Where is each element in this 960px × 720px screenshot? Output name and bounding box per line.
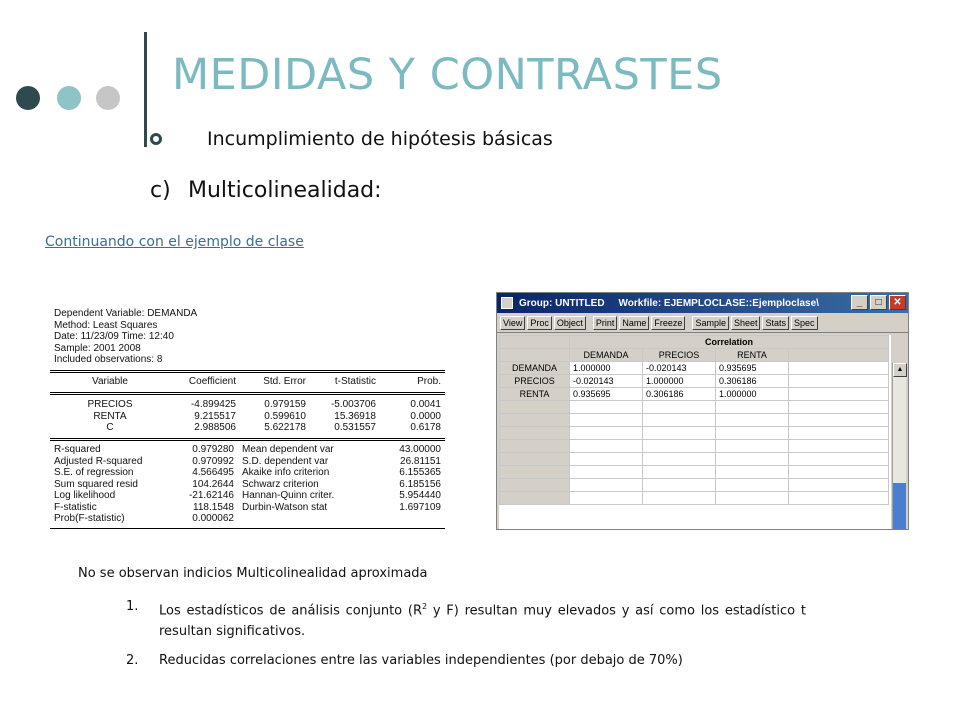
close-button[interactable]: ✕ [889,295,906,310]
cell: F-statistic [54,501,97,513]
table-row [50,502,445,514]
cell: Prob(F-statistic) [54,513,125,524]
freeze-button[interactable]: Freeze [651,316,685,330]
row-header [500,492,570,505]
cell: 0.531557 [334,422,376,433]
row-header[interactable]: PRECIOS [500,375,570,388]
cell: Hannan-Quinn criter. [242,490,335,501]
cell: -21.62146 [188,490,234,501]
table-row[interactable] [500,362,889,375]
cell[interactable]: 0.306186 [643,388,716,401]
cell[interactable] [570,466,643,479]
window-titlebar[interactable] [497,293,908,313]
list-number: 2. [126,653,139,669]
table-row[interactable] [500,375,889,388]
app-icon [501,297,513,309]
cell[interactable] [789,453,889,466]
row-header [500,479,570,492]
cell: Log likelihood [54,490,116,501]
table-row [50,467,445,479]
coef-table [50,399,445,434]
cell[interactable] [789,492,889,505]
rule [50,438,445,441]
reg-header-line: Sample: 2001 2008 [54,342,141,354]
cell[interactable] [643,466,716,479]
cell: PRECIOS [87,399,133,410]
cell: 6.185156 [399,478,441,490]
bullet-text: Incumplimiento de hipótesis básicas [207,128,553,150]
row-header [500,401,570,414]
scroll-thumb[interactable] [893,483,906,529]
rule [50,370,445,373]
cell: 118.1548 [193,501,234,513]
cell: 4.566495 [192,467,234,478]
reg-header-line: Included observations: 8 [54,354,163,365]
cell: RENTA [93,410,127,422]
observation-note: No se observan indicios Multicolinealidad aproximada [78,566,428,581]
cell: 5.954440 [399,490,441,501]
cell[interactable] [716,427,789,440]
object-button[interactable]: Object [554,316,586,330]
cell[interactable] [789,401,889,414]
cell[interactable] [716,440,789,453]
cell[interactable]: 1.000000 [643,375,716,388]
cell[interactable] [570,401,643,414]
cell[interactable]: -0.020143 [643,362,716,375]
col-header: Variable [92,376,128,387]
cell[interactable] [570,492,643,505]
row-header [500,427,570,440]
table-row [50,456,445,468]
reg-header-line: Method: Least Squares [54,319,158,331]
grid-corner [500,349,570,362]
cell[interactable]: 0.935695 [716,362,789,375]
cell[interactable] [716,453,789,466]
table-row [50,422,445,434]
cell[interactable] [716,466,789,479]
cell[interactable] [643,427,716,440]
print-button[interactable]: Print [593,316,618,330]
col-header: Prob. [417,376,441,387]
subheading-text: Multicolinealidad: [188,178,382,203]
cell[interactable] [643,492,716,505]
cell: 15.36918 [334,410,376,422]
cell: 0.979159 [264,399,306,410]
dark-dot-decoration [16,86,40,110]
cell: 0.979280 [192,444,234,455]
cell: 0.0041 [410,399,441,410]
col-header: Std. Error [263,376,306,387]
vertical-scrollbar[interactable] [892,363,906,529]
cell: 5.622178 [264,422,306,433]
cell: 0.6178 [410,422,441,433]
proc-button[interactable]: Proc [527,316,552,330]
correlation-grid[interactable] [499,335,891,529]
cell: Akaike info criterion [242,467,330,478]
slide-title: MEDIDAS Y CONTRASTES [172,50,723,100]
cell: -5.003706 [330,399,376,410]
example-link[interactable]: Continuando con el ejemplo de clase [45,234,304,250]
cell [380,513,445,525]
teal-dot-decoration [57,86,81,110]
cell[interactable] [789,479,889,492]
column-header[interactable]: PRECIOS [643,349,716,362]
window-title-group: Group: UNTITLED [519,297,605,309]
cell: S.D. dependent var [242,455,329,467]
list-text [159,596,806,642]
gray-dot-decoration [96,86,120,110]
numbered-list [126,596,806,679]
sample-button[interactable]: Sample [692,316,729,330]
row-header [500,466,570,479]
cell[interactable]: 0.306186 [716,375,789,388]
cell[interactable]: 1.000000 [570,362,643,375]
reg-header-line: Dependent Variable: DEMANDA [54,308,198,319]
cell: 0.970992 [192,455,234,467]
list-item [126,650,806,671]
cell [238,513,380,525]
cell[interactable] [789,414,889,427]
list-text: Reducidas correlaciones entre las variables independientes (por debajo de 70%) [159,653,683,669]
cell[interactable] [643,440,716,453]
row-header [500,414,570,427]
column-header[interactable]: DEMANDA [570,349,643,362]
cell[interactable] [716,401,789,414]
cell[interactable] [643,401,716,414]
list-text-part: y F) resultan muy elevados y así como los estadístico t resultan significativos. [159,603,806,640]
superscript: 2 [421,602,428,611]
cell[interactable] [789,466,889,479]
list-item [126,596,806,642]
window-toolbar [497,313,908,333]
cell: Sum squared resid [54,478,138,490]
table-row [50,399,445,411]
cell[interactable] [570,427,643,440]
grid-corner [500,336,570,349]
cell: 26.81151 [400,455,441,467]
table-row [50,411,445,423]
table-row [50,490,445,502]
cell[interactable] [789,375,889,388]
row-header [500,440,570,453]
coef-header [50,376,445,388]
cell[interactable] [716,492,789,505]
cell: Schwarz criterion [242,478,319,490]
rule [50,528,445,529]
cell[interactable] [789,388,889,401]
cell[interactable] [570,440,643,453]
cell[interactable] [570,414,643,427]
window-title-workfile: Workfile: EJEMPLOCLASE::Ejemploclase\ [618,297,819,309]
rule [50,392,445,395]
cell[interactable] [716,414,789,427]
cell[interactable] [570,453,643,466]
scroll-up-icon[interactable]: ▲ [893,363,907,377]
cell: 104.2644 [192,478,234,490]
bullet-row [150,128,553,150]
table-row [50,479,445,491]
list-text-part: Los estadísticos de análisis conjunto (R [159,603,422,619]
cell: 43.00000 [399,444,441,455]
cell: Durbin-Watson stat [242,501,328,513]
cell: 1.697109 [399,501,441,513]
row-header[interactable]: DEMANDA [500,362,570,375]
bullet-circle-icon [150,133,162,145]
row-header[interactable]: RENTA [500,388,570,401]
cell[interactable] [570,479,643,492]
name-button[interactable]: Name [619,316,649,330]
table-row [50,444,445,456]
cell[interactable] [643,453,716,466]
cell: 2.988506 [194,422,236,433]
column-header[interactable]: RENTA [716,349,789,362]
cell: Adjusted R-squared [54,455,143,467]
stats-button[interactable]: Stats [762,316,789,330]
sheet-button[interactable]: Sheet [731,316,761,330]
cell[interactable]: -0.020143 [570,375,643,388]
subheading [150,178,382,203]
list-number: 1. [126,599,139,614]
cell: 0.599610 [264,410,306,422]
reg-header-line: Date: 11/23/09 Time: 12:40 [54,331,174,342]
col-header: t-Statistic [334,376,376,387]
table-row[interactable] [500,388,889,401]
col-header: Coefficient [188,376,236,387]
cell: 0.0000 [410,410,441,422]
cell: S.E. of regression [54,467,134,478]
cell[interactable]: 1.000000 [716,388,789,401]
cell: 9.215517 [194,410,236,422]
cell[interactable] [643,479,716,492]
cell: C [106,422,114,433]
cell: R-squared [54,444,101,455]
view-button[interactable]: View [500,316,525,330]
table-row [500,349,889,362]
cell[interactable] [716,479,789,492]
cell[interactable] [789,440,889,453]
table-row [50,513,445,525]
spec-button[interactable]: Spec [791,316,818,330]
cell: 6.155365 [399,467,441,478]
cell[interactable]: 0.935695 [570,388,643,401]
cell: -4.899425 [190,399,236,410]
minimize-button[interactable]: _ [851,295,868,310]
cell: 0.000062 [192,513,234,524]
regression-output [50,302,445,532]
title-divider [144,32,147,147]
cell[interactable] [643,414,716,427]
row-header [500,453,570,466]
cell: Mean dependent var [242,444,334,455]
maximize-button[interactable]: □ [870,295,887,310]
cell[interactable] [789,427,889,440]
grid-caption: Correlation [570,336,889,349]
eviews-group-window[interactable] [496,292,909,530]
subheading-marker: c) [150,178,171,203]
cell[interactable] [789,362,889,375]
column-header [789,349,889,362]
stats-table [50,444,445,525]
